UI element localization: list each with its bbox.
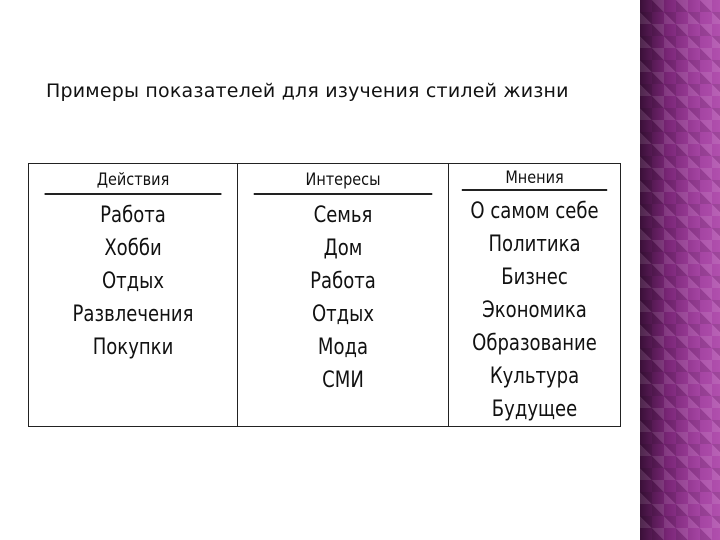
list-item: Развлечения (72, 302, 194, 327)
list-item: Отдых (311, 302, 375, 327)
list-item: О самом себе (470, 199, 599, 224)
list-item: Экономика (482, 298, 587, 323)
column-header: Действия (45, 164, 222, 195)
lifestyle-table (28, 163, 621, 427)
column-list (238, 195, 448, 397)
list-item: Хобби (104, 236, 162, 261)
list-item: Бизнес (501, 265, 568, 290)
column-header: Мнения (462, 164, 607, 191)
list-item: Семья (313, 203, 373, 228)
slide-title: Примеры показателей для изучения стилей жизни (46, 80, 569, 102)
list-item: Отдых (101, 269, 165, 294)
list-item: СМИ (322, 368, 364, 393)
list-item: Образование (472, 331, 597, 356)
list-item: Покупки (92, 335, 174, 360)
list-item: Работа (310, 269, 376, 294)
column-actions (29, 164, 237, 426)
column-header: Интересы (254, 164, 433, 195)
list-item: Будущее (491, 397, 578, 422)
column-interests (237, 164, 448, 426)
list-item: Работа (100, 203, 166, 228)
decorative-side-band (640, 0, 720, 540)
list-item: Дом (323, 236, 363, 261)
list-item: Политика (488, 232, 581, 257)
list-item: Мода (317, 335, 369, 360)
column-list (29, 195, 237, 364)
column-list (449, 191, 620, 426)
list-item: Культура (489, 364, 580, 389)
column-opinions (448, 164, 620, 426)
